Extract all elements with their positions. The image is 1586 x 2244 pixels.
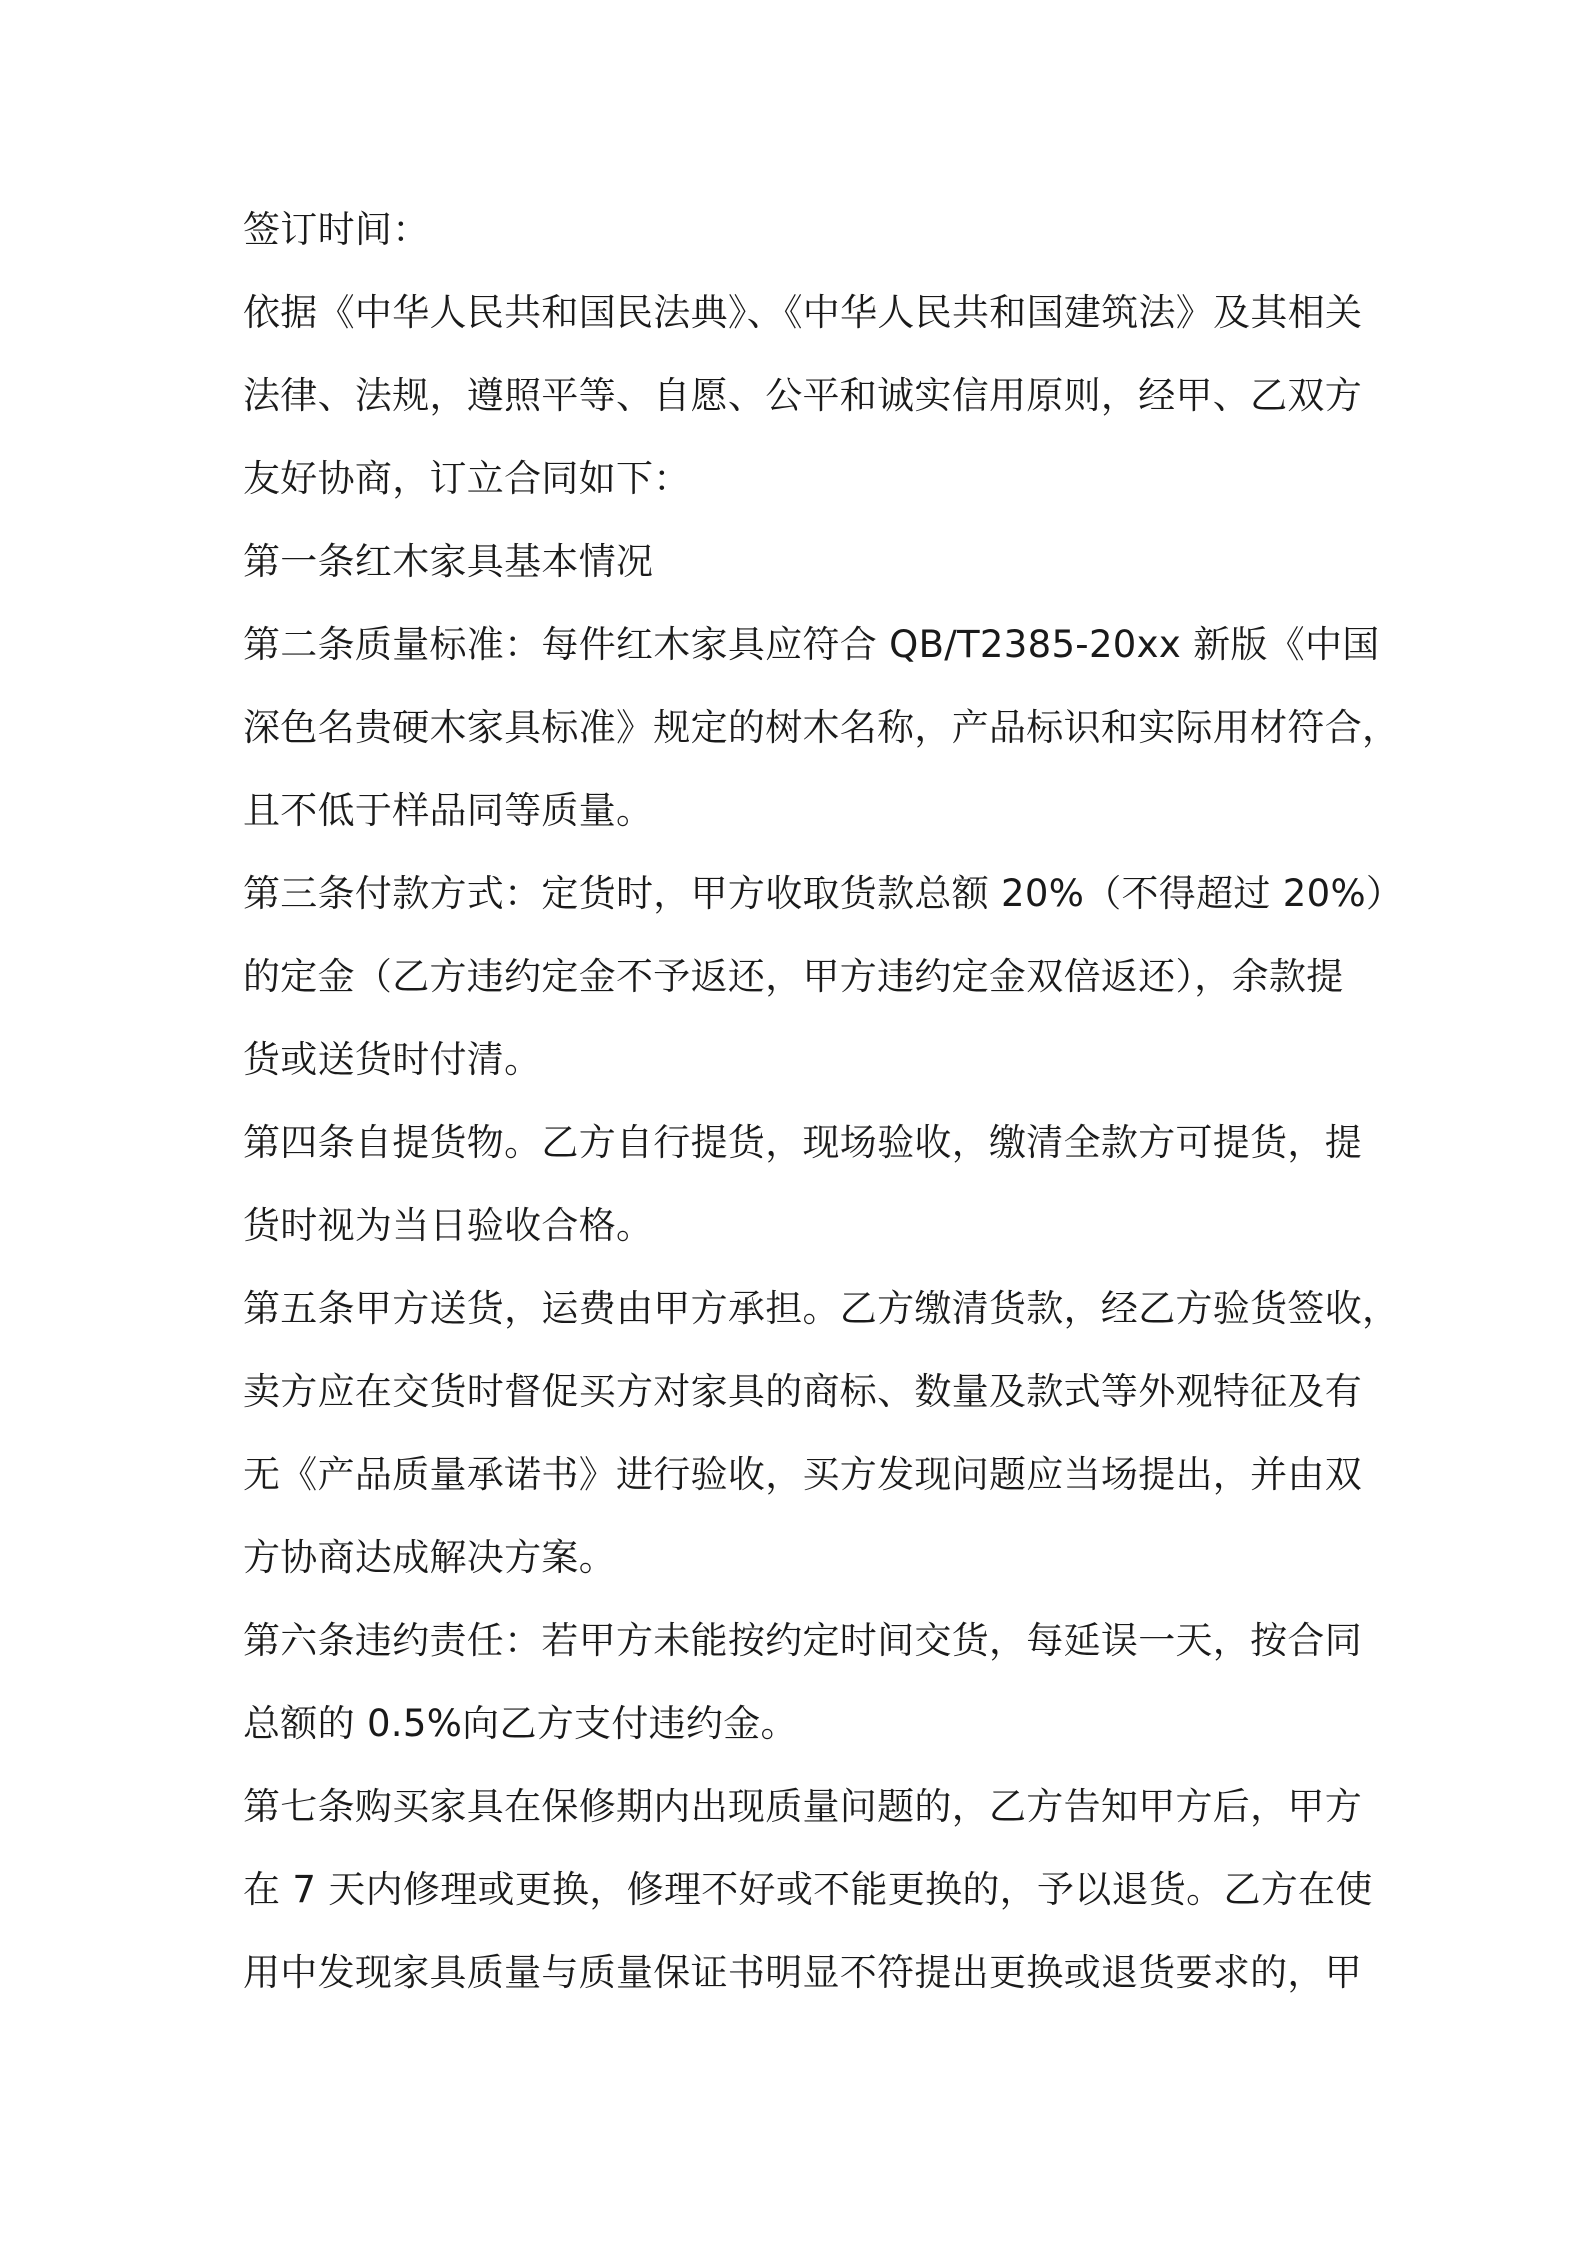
- text-line: 总额的 0.5%向乙方支付违约金。: [243, 1702, 798, 1745]
- text-line: 在 7 天内修理或更换，修理不好或不能更换的，予以退货。乙方在使: [243, 1868, 1373, 1911]
- text-line: 第二条质量标准：每件红木家具应符合 QB/T2385-20xx 新版《中国: [243, 623, 1380, 666]
- text-line: 第七条购买家具在保修期内出现质量问题的，乙方告知甲方后，甲方: [243, 1785, 1362, 1828]
- text-line: 方协商达成解决方案。: [243, 1536, 616, 1579]
- text-line: 第五条甲方送货，运费由甲方承担。乙方缴清货款，经乙方验货签收，: [243, 1287, 1400, 1330]
- text-line: 依据《中华人民共和国民法典》、《中华人民共和国建筑法》及其相关: [243, 291, 1363, 334]
- text-line: 无《产品质量承诺书》进行验收，买方发现问题应当场提出，并由双: [243, 1453, 1362, 1496]
- text-line: 签订时间：: [243, 208, 430, 251]
- text-line: 货时视为当日验收合格。: [243, 1204, 654, 1247]
- text-line: 第三条付款方式：定货时，甲方收取货款总额 20%（不得超过 20%）: [243, 872, 1404, 915]
- text-line: 法律、法规，遵照平等、自愿、公平和诚实信用原则，经甲、乙双方: [243, 374, 1362, 417]
- text-line: 货或送货时付清。: [243, 1038, 542, 1081]
- text-line: 第一条红木家具基本情况: [243, 540, 654, 583]
- text-line: 的定金（乙方违约定金不予返还，甲方违约定金双倍返还），余款提: [243, 955, 1344, 998]
- text-line: 第四条自提货物。乙方自行提货，现场验收，缴清全款方可提货，提: [243, 1121, 1362, 1164]
- text-line: 用中发现家具质量与质量保证书明显不符提出更换或退货要求的，甲: [243, 1951, 1362, 1994]
- text-line: 第六条违约责任：若甲方未能按约定时间交货，每延误一天，按合同: [243, 1619, 1362, 1662]
- text-line: 深色名贵硬木家具标准》规定的树木名称，产品标识和实际用材符合，: [243, 706, 1400, 749]
- text-line: 卖方应在交货时督促买方对家具的商标、数量及款式等外观特征及有: [243, 1370, 1362, 1413]
- text-line: 且不低于样品同等质量。: [243, 789, 654, 832]
- text-line: 友好协商，订立合同如下：: [243, 457, 691, 500]
